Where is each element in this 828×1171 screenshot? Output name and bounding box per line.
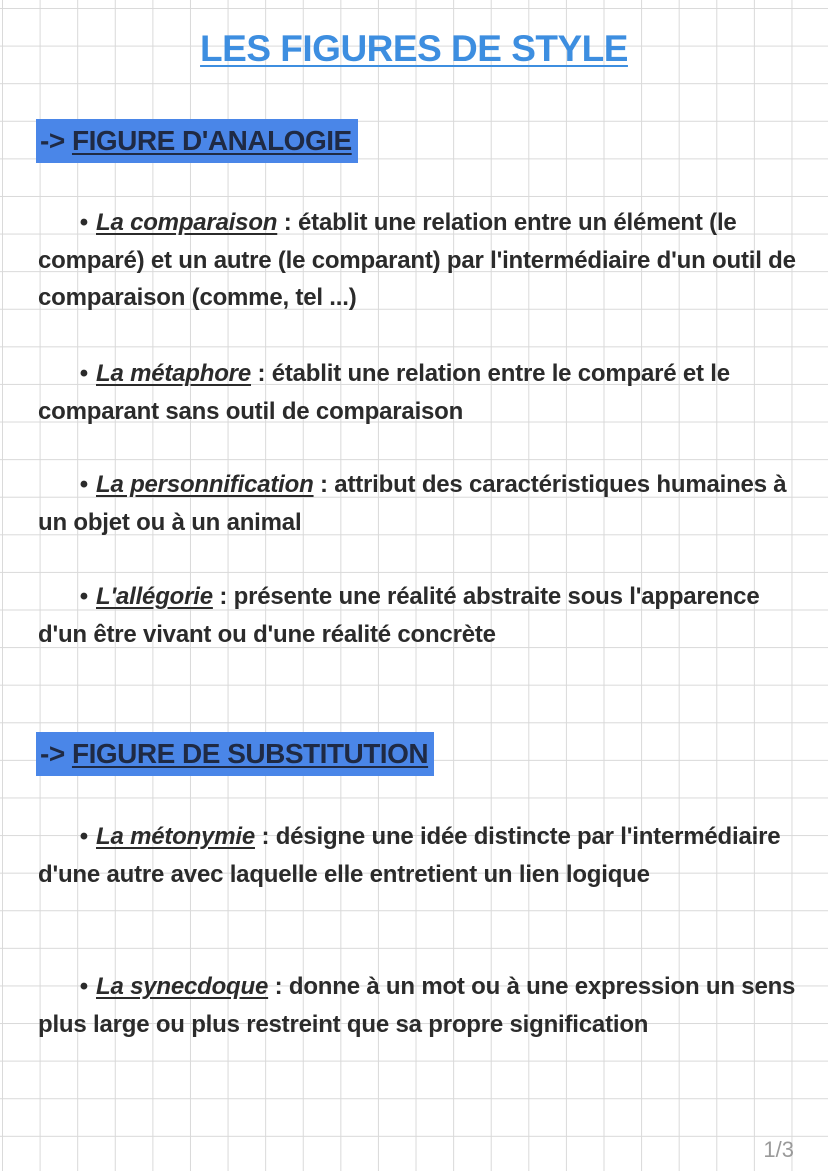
term-label: La métonymie bbox=[96, 823, 255, 850]
separator: : bbox=[313, 471, 335, 498]
bullet-icon: • bbox=[79, 583, 88, 610]
bullet-icon: • bbox=[79, 360, 88, 387]
separator: : bbox=[277, 209, 298, 236]
arrow-glyph: -> bbox=[40, 125, 65, 156]
section-heading-substitution bbox=[36, 732, 434, 776]
arrow-glyph: -> bbox=[40, 738, 65, 769]
definition-text: établit une relation entre le comparé et le comparant sans outil de comparaison bbox=[38, 360, 730, 425]
bullet-icon: • bbox=[79, 823, 88, 850]
definition-item bbox=[38, 466, 798, 541]
section-heading-label: FIGURE D'ANALOGIE bbox=[71, 125, 352, 156]
separator: : bbox=[250, 360, 272, 387]
definition-text: donne à un mot ou à une expression un sens plus large ou plus restreint que sa propre signification bbox=[38, 973, 796, 1038]
section-heading-analogie bbox=[36, 119, 358, 163]
separator: : bbox=[212, 583, 234, 610]
term-label: La métaphore bbox=[96, 360, 251, 387]
term-label: La synecdoque bbox=[96, 973, 269, 1000]
separator: : bbox=[254, 823, 276, 850]
definition-item bbox=[38, 578, 798, 653]
section-heading-label: FIGURE DE SUBSTITUTION bbox=[71, 738, 429, 769]
definition-item bbox=[38, 818, 798, 893]
bullet-icon: • bbox=[79, 973, 88, 1000]
definition-text: établit une relation entre un élément (le comparé) et un autre (le comparant) par l'intermédiaire d'un outil de comparaison (comme, tel ...) bbox=[38, 209, 796, 311]
definition-item bbox=[38, 204, 798, 317]
page-indicator: 1/3 bbox=[763, 1137, 794, 1162]
term-label: La personnification bbox=[96, 471, 314, 498]
page-title: LES FIGURES DE STYLE bbox=[200, 28, 628, 69]
definition-text: présente une réalité abstraite sous l'apparence d'un être vivant ou d'une réalité concrète bbox=[38, 583, 760, 648]
term-label: L'allégorie bbox=[96, 583, 213, 610]
separator: : bbox=[268, 973, 289, 1000]
definition-text: attribut des caractéristiques humaines à un objet ou à un animal bbox=[38, 471, 787, 536]
term-label: La comparaison bbox=[96, 209, 278, 236]
bullet-icon: • bbox=[79, 471, 88, 498]
definition-item bbox=[38, 968, 798, 1043]
bullet-icon: • bbox=[79, 209, 88, 236]
definition-text: désigne une idée distincte par l'intermédiaire d'une autre avec laquelle elle entretient un lien logique bbox=[38, 823, 781, 888]
definition-item bbox=[38, 355, 798, 430]
